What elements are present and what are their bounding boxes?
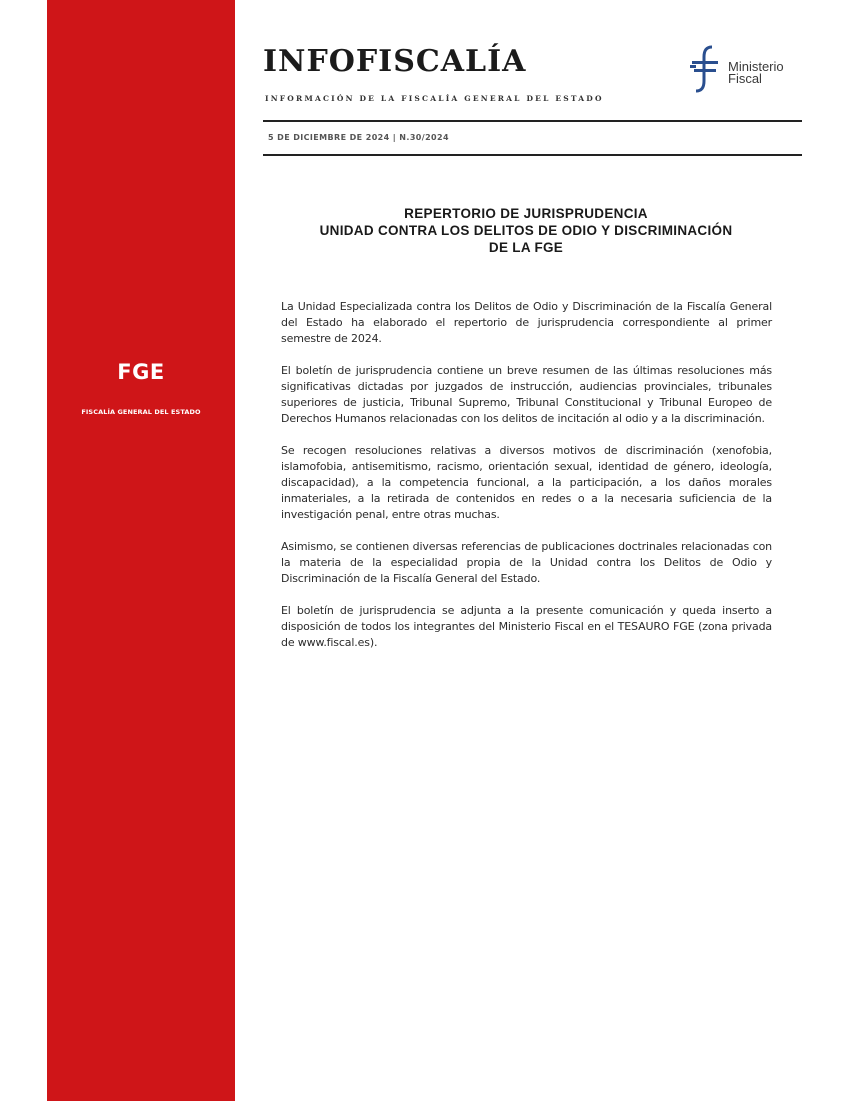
paragraph: El boletín de jurisprudencia contiene un breve resumen de las últimas resoluciones más significativas dictadas por juzgados de instrucción, audiencias provinciales, tribunales superiores de justicia, Tribunal Supremo, Tribunal Constitucional y Tribunal Europeo de Derechos Humanos relacionadas con los delitos de incitación al odio y a la discriminación. (281, 364, 772, 425)
ministerio-fiscal-emblem-icon (688, 45, 724, 93)
heading-line-2: UNIDAD CONTRA LOS DELITOS DE ODIO Y DISCRIMINACIÓN (319, 223, 733, 238)
header-rule-bottom (263, 154, 802, 156)
paragraph: El boletín de jurisprudencia se adjunta a la presente comunicación y queda inserto a disposición de todos los integrantes del Ministerio Fiscal en el TESAURO FGE (zona privada de www.fiscal.es). (281, 604, 772, 649)
masthead-title: INFOFISCALÍA (263, 44, 527, 79)
ministerio-fiscal-logo (688, 45, 803, 93)
sidebar-band (47, 0, 235, 1101)
document-body (281, 299, 772, 667)
issue-dateline: 5 DE DICIEMBRE DE 2024 | N.30/2024 (268, 133, 449, 142)
paragraph: Se recogen resoluciones relativas a diversos motivos de discriminación (xenofobia, islamofobia, antisemitismo, racismo, orientación sexual, identidad de género, ideología, discapacidad), a la competencia funcional, a la participación, a los daños morales inmateriales, a la retirada de contenidos en redes o a la necesaria suficiencia de la investigación penal, entre otras muchas. (281, 444, 772, 521)
heading-line-1: REPERTORIO DE JURISPRUDENCIA (404, 206, 648, 221)
sidebar-title: FGE (117, 360, 165, 384)
document-heading (263, 205, 789, 256)
masthead-tagline: INFORMACIÓN DE LA FISCALÍA GENERAL DEL ESTADO (265, 94, 604, 103)
sidebar-subtitle: FISCALÍA GENERAL DEL ESTADO (81, 408, 201, 416)
heading-line-3: DE LA FGE (488, 240, 564, 255)
paragraph: La Unidad Especializada contra los Delitos de Odio y Discriminación de la Fiscalía General del Estado ha elaborado el repertorio de jurisprudencia correspondiente al primer semestre de 2024. (281, 300, 772, 345)
header-rule-top (263, 120, 802, 122)
logo-text (728, 61, 784, 85)
logo-line-1: Ministerio (728, 59, 784, 74)
paragraph: Asimismo, se contienen diversas referencias de publicaciones doctrinales relacionadas con la materia de la especialidad propia de la Unidad contra los Delitos de Odio y Discriminación de la Fiscalía General del Estado. (281, 540, 772, 585)
logo-line-2: Fiscal (728, 71, 762, 86)
